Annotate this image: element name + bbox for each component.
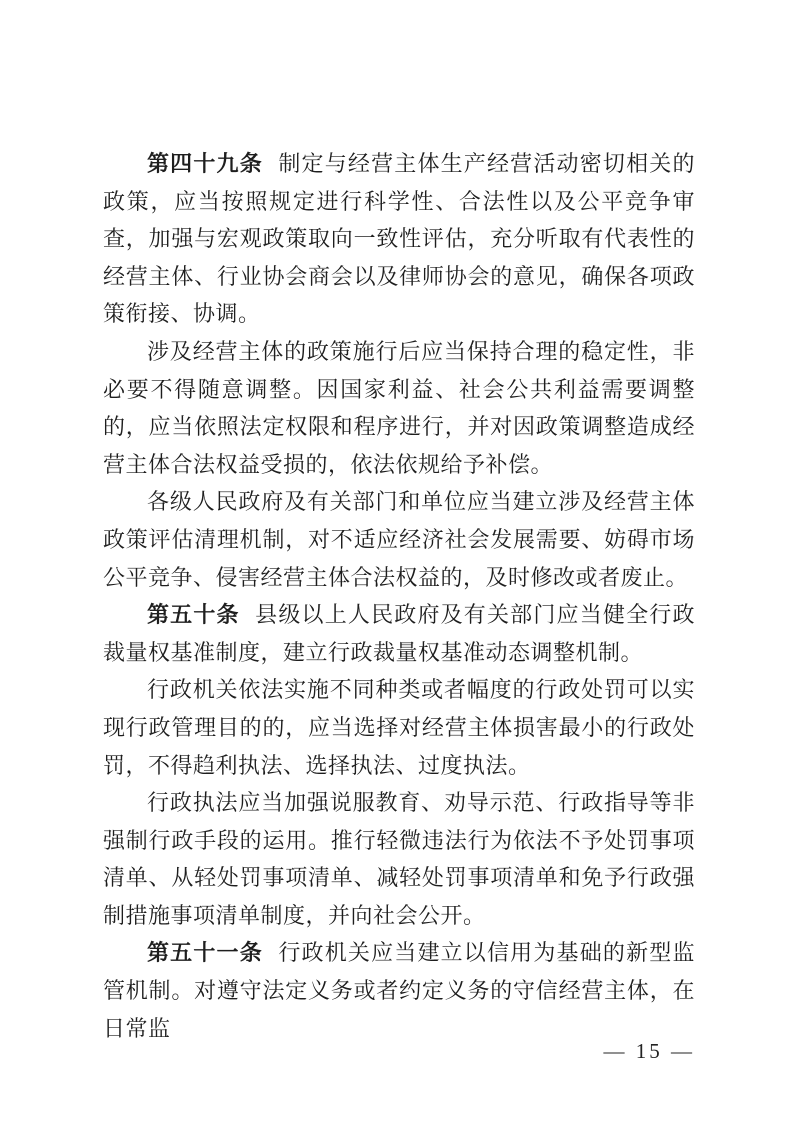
paragraph <box>103 784 695 934</box>
paragraph-text: 县级以上人民政府及有关部门应当健全行政裁量权基准制度，建立行政裁量权基准动态调整机制。 <box>103 602 695 665</box>
paragraph-text: 各级人民政府及有关部门和单位应当建立涉及经营主体政策评估清理机制，对不适应经济社会发展需要、妨碍市场公平竞争、侵害经营主体合法权益的，及时修改或者废止。 <box>103 489 695 590</box>
paragraph-article-50 <box>103 596 695 671</box>
page-footer <box>604 1039 696 1064</box>
document-body <box>103 145 695 1047</box>
paragraph-article-51 <box>103 934 695 1047</box>
page-number: — 15 — <box>603 1039 695 1063</box>
paragraph-text: 行政执法应当加强说服教育、劝导示范、行政指导等非强制行政手段的运用。推行轻微违法行为依法不予处罚事项清单、从轻处罚事项清单、减轻处罚事项清单和免予行政强制措施事项清单制度，并向社会公开。 <box>103 790 695 928</box>
article-number: 第五十条 <box>147 602 240 628</box>
paragraph-text: 行政机关依法实施不同种类或者幅度的行政处罚可以实现行政管理目的的，应当选择对经营主体损害最小的行政处罚，不得趋利执法、选择执法、过度执法。 <box>103 677 695 778</box>
paragraph <box>103 671 695 784</box>
article-number: 第四十九条 <box>147 151 263 176</box>
paragraph-text: 涉及经营主体的政策施行后应当保持合理的稳定性，非必要不得随意调整。因国家利益、社会公共利益需要调整的，应当依照法定权限和程序进行，并对因政策调整造成经营主体合法权益受损的，依法依规给予补偿。 <box>103 338 695 477</box>
article-number: 第五十一条 <box>147 940 263 966</box>
paragraph <box>103 333 695 483</box>
paragraph <box>103 483 695 596</box>
paragraph-text: 制定与经营主体生产经营活动密切相关的政策，应当按照规定进行科学性、合法性以及公平竞争审查，加强与宏观政策取向一致性评估，充分听取有代表性的经营主体、行业协会商会以及律师协会的意见，确保各项政策衔接、协调。 <box>103 151 695 327</box>
paragraph-article-49 <box>103 145 695 333</box>
paragraph-text: 行政机关应当建立以信用为基础的新型监管机制。对遵守法定义务或者约定义务的守信经营主体，在日常监 <box>103 940 695 1041</box>
